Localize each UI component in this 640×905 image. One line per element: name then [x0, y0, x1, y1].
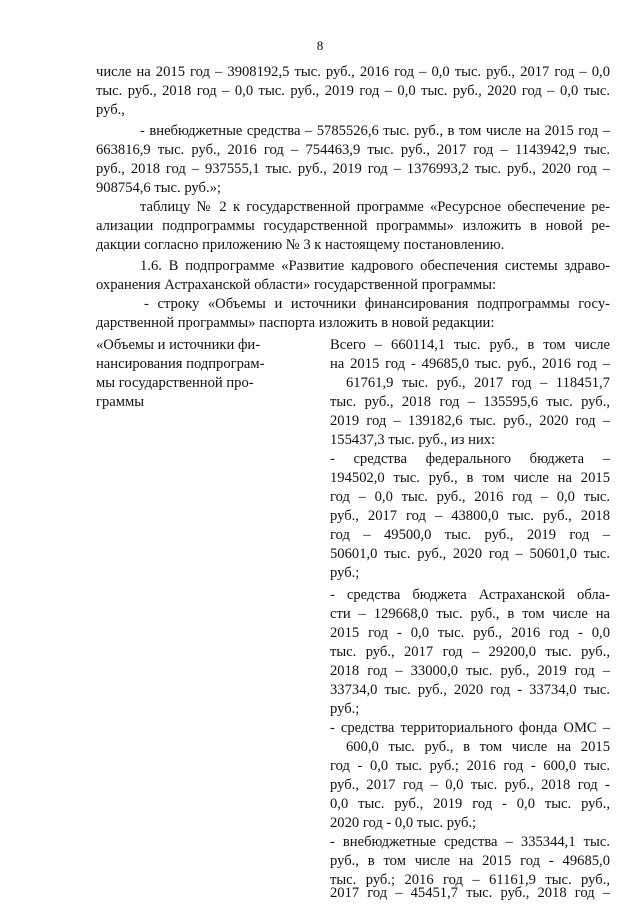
- text-line: мы государственной про-: [96, 375, 254, 391]
- text-line: - внебюджетные средства – 335344,1 тыс.: [330, 834, 610, 850]
- text-line: - строку «Объемы и источники финансирования подпрограммы госу-: [144, 296, 610, 312]
- text-line: руб.,: [96, 102, 125, 118]
- text-line: дарственной программы» паспорта изложить в новой редакции:: [96, 315, 495, 331]
- text-line: таблицу № 2 к государственной программе «Ресурсное обеспечение ре-: [140, 199, 610, 215]
- text-line: - средства территориального фонда ОМС –: [330, 720, 610, 736]
- text-line: тыс. руб.; 2016 год – 61161,9 тыс. руб.,: [330, 872, 610, 888]
- text-line: 50601,0 тыс. руб., 2020 год – 50601,0 тыс.: [330, 546, 610, 562]
- text-line: год – 0,0 тыс. руб., 2016 год – 0,0 тыс.: [330, 489, 610, 505]
- text-line: тыс. руб., 2017 год – 29200,0 тыс. руб.,: [330, 644, 610, 660]
- text-line: руб.;: [330, 701, 360, 717]
- text-line: сти – 129668,0 тыс. руб., в том числе на: [330, 606, 610, 622]
- text-line: 908754,6 тыс. руб.»;: [96, 180, 221, 196]
- text-line: тыс. руб., 2018 год – 135595,6 тыс. руб.,: [330, 394, 610, 410]
- text-line: охранения Астраханской области» государственной программы:: [96, 277, 497, 293]
- text-line: 600,0 тыс. руб., в том числе на 2015: [346, 739, 610, 755]
- text-line: 1.6. В подпрограмме «Развитие кадрового обеспечения системы здраво-: [140, 258, 610, 274]
- text-line: «Объемы и источники фи-: [96, 337, 261, 353]
- text-line: дакции согласно приложению № 3 к настоящему постановлению.: [96, 237, 505, 253]
- text-line: граммы: [96, 394, 145, 410]
- text-line: на 2015 год - 49685,0 тыс. руб., 2016 год –: [330, 356, 610, 372]
- text-line: руб.;: [330, 565, 360, 581]
- text-line: год - 0,0 тыс. руб.; 2016 год - 600,0 тыс.: [330, 758, 610, 774]
- text-line: 2020 год - 0,0 тыс. руб.;: [330, 815, 477, 831]
- text-line: - внебюджетные средства – 5785526,6 тыс. руб., в том числе на 2015 год –: [140, 123, 610, 139]
- text-line: руб., в том числе на 2015 год - 49685,0: [330, 853, 610, 869]
- text-line: руб., 2017 год – 0,0 тыс. руб., 2018 год -: [330, 777, 610, 793]
- text-line: 2019 год – 139182,6 тыс. руб., 2020 год –: [330, 413, 610, 429]
- text-line: 663816,9 тыс. руб., 2016 год – 754463,9 тыс. руб., 2017 год – 1143942,9 тыс.: [96, 142, 610, 158]
- text-line: 33734,0 тыс. руб., 2020 год - 33734,0 тыс.: [330, 682, 610, 698]
- text-line: 61761,9 тыс. руб., 2017 год – 118451,7: [346, 375, 610, 391]
- text-line: числе на 2015 год – 3908192,5 тыс. руб., 2016 год – 0,0 тыс. руб., 2017 год – 0,0: [96, 64, 610, 80]
- page-number: 8: [316, 38, 324, 53]
- text-line: 2015 год - 0,0 тыс. руб., 2016 год - 0,0: [330, 625, 610, 641]
- text-line: 2017 год – 45451,7 тыс. руб., 2018 год –: [330, 885, 610, 901]
- text-line: руб., 2017 год – 43800,0 тыс. руб., 2018: [330, 508, 610, 524]
- text-line: - средства бюджета Астраханской обла-: [330, 587, 610, 603]
- text-line: Всего – 660114,1 тыс. руб., в том числе: [330, 337, 610, 353]
- text-line: руб., 2018 год – 937555,1 тыс. руб., 2019 год – 1376993,2 тыс. руб., 2020 год –: [96, 161, 610, 177]
- text-line: ализации подпрограммы государственной программы» изложить в новой ре-: [96, 218, 610, 234]
- text-line: 194502,0 тыс. руб., в том числе на 2015: [330, 470, 610, 486]
- text-line: нансирования подпрограм-: [96, 356, 265, 372]
- text-line: тыс. руб., 2018 год – 0,0 тыс. руб., 2019 год – 0,0 тыс. руб., 2020 год – 0,0 тыс.: [96, 83, 610, 99]
- text-line: год – 49500,0 тыс. руб., 2019 год –: [330, 527, 610, 543]
- text-line: - средства федерального бюджета –: [330, 451, 610, 467]
- text-line: 155437,3 тыс. руб., из них:: [330, 432, 496, 448]
- text-line: 0,0 тыс. руб., 2019 год - 0,0 тыс. руб.,: [330, 796, 610, 812]
- text-line: 2018 год – 33000,0 тыс. руб., 2019 год –: [330, 663, 610, 679]
